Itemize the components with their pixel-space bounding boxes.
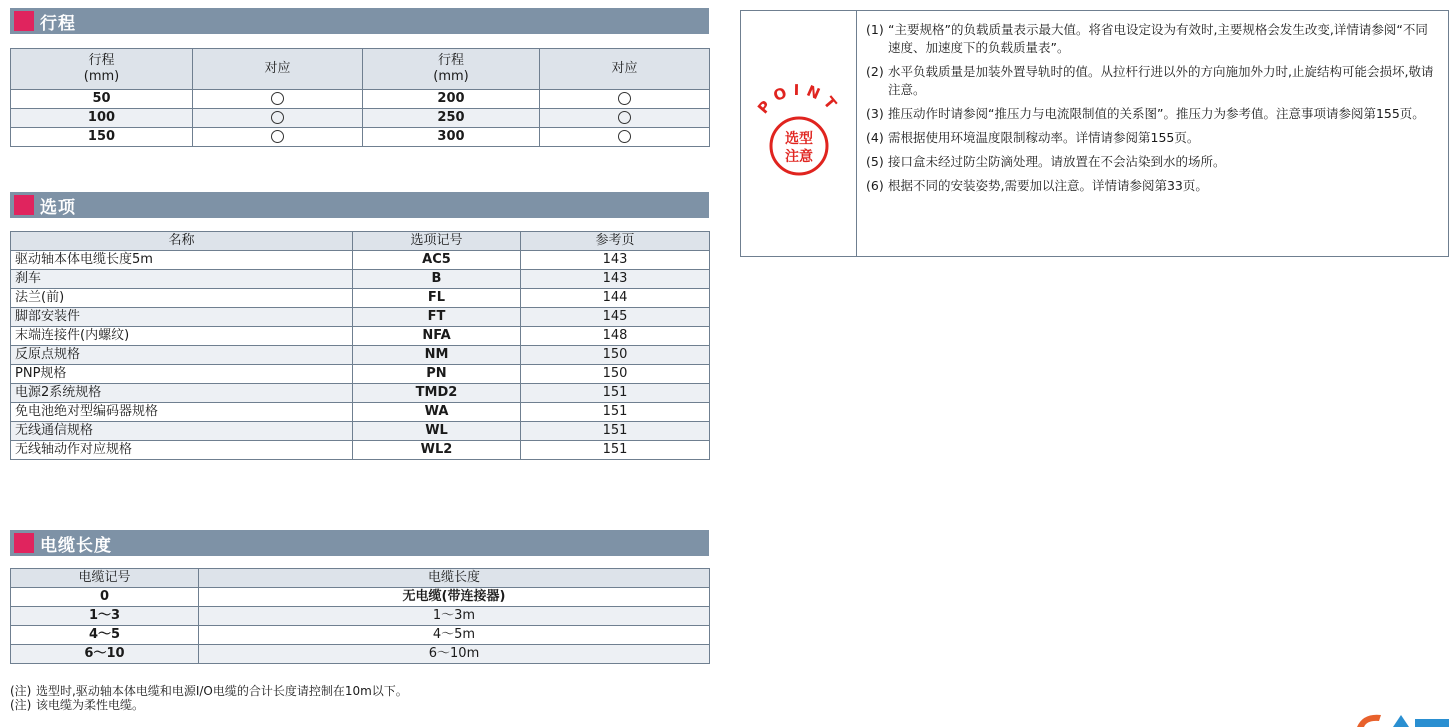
- option-page: 150: [521, 346, 710, 365]
- circle-icon: [271, 111, 284, 124]
- table-row: [11, 327, 710, 346]
- corner-logo-icon: [1355, 707, 1452, 727]
- option-page: 150: [521, 365, 710, 384]
- option-name: 免电池绝对型编码器规格: [11, 403, 353, 422]
- support-mark: [193, 90, 363, 109]
- point-stamp-column: [741, 11, 857, 256]
- circle-icon: [618, 111, 631, 124]
- section-marker: [14, 195, 34, 215]
- option-name: 无线轴动作对应规格: [11, 441, 353, 460]
- option-code: AC5: [353, 251, 521, 270]
- point-item: [866, 63, 1438, 99]
- table-row: [11, 626, 710, 645]
- table-row: [11, 346, 710, 365]
- table-row: [11, 365, 710, 384]
- point-item-number: (1): [866, 22, 884, 37]
- cable-code: 6～10: [11, 645, 199, 664]
- cable-header-length: 电缆长度: [199, 569, 710, 588]
- point-item: [866, 153, 1438, 171]
- option-page: 151: [521, 384, 710, 403]
- table-row: [11, 308, 710, 327]
- stroke-value: 100: [11, 109, 193, 128]
- option-code: FL: [353, 289, 521, 308]
- table-row: [11, 251, 710, 270]
- note-item: [10, 698, 408, 712]
- option-page: 151: [521, 422, 710, 441]
- option-code: FT: [353, 308, 521, 327]
- stroke-header-stroke-1: 行程 (mm): [11, 49, 193, 90]
- support-mark: [193, 128, 363, 147]
- options-header-name: 名称: [11, 232, 353, 251]
- table-row: [11, 384, 710, 403]
- cable-length: 6～10m: [199, 645, 710, 664]
- cable-code: 1～3: [11, 607, 199, 626]
- option-page: 145: [521, 308, 710, 327]
- option-name: PNP规格: [11, 365, 353, 384]
- option-name: 末端连接件(内螺纹): [11, 327, 353, 346]
- point-item: [866, 21, 1438, 57]
- stroke-section-header: [10, 8, 709, 34]
- circle-icon: [271, 130, 284, 143]
- stroke-header-support-1: 对应: [193, 49, 363, 90]
- options-section-title: 选项: [40, 197, 76, 218]
- options-header-page: 参考页: [521, 232, 710, 251]
- option-code: PN: [353, 365, 521, 384]
- stroke-value: 250: [363, 109, 540, 128]
- cable-length: 1～3m: [199, 607, 710, 626]
- table-row: [11, 289, 710, 308]
- circle-icon: [618, 92, 631, 105]
- cable-notes: [10, 684, 408, 712]
- option-name: 电源2系统规格: [11, 384, 353, 403]
- options-section-header: [10, 192, 709, 218]
- circle-icon: [271, 92, 284, 105]
- option-page: 143: [521, 251, 710, 270]
- option-code: NM: [353, 346, 521, 365]
- option-code: TMD2: [353, 384, 521, 403]
- stroke-header-stroke-2: 行程 (mm): [363, 49, 540, 90]
- cable-section-title: 电缆长度: [40, 535, 112, 556]
- table-row: [11, 645, 710, 664]
- point-item-text: 根据不同的安装姿势,需要加以注意。详情请参阅第33页。: [888, 178, 1208, 193]
- stroke-value: 150: [11, 128, 193, 147]
- table-row: [11, 422, 710, 441]
- section-marker: [14, 533, 34, 553]
- table-row: [11, 109, 710, 128]
- cable-length: 无电缆(带连接器): [199, 588, 710, 607]
- point-item-number: (4): [866, 130, 884, 145]
- point-item-number: (3): [866, 106, 884, 121]
- point-items: [866, 21, 1438, 201]
- point-item-number: (6): [866, 178, 884, 193]
- option-code: B: [353, 270, 521, 289]
- option-name: 法兰(前): [11, 289, 353, 308]
- svg-text:POINT: [754, 81, 844, 117]
- point-notes-box: [740, 10, 1449, 257]
- cable-code: 0: [11, 588, 199, 607]
- table-row: [11, 90, 710, 109]
- note-text: 选型时,驱动轴本体电缆和电源I/O电缆的合计长度请控制在10m以下。: [36, 684, 408, 698]
- option-name: 无线通信规格: [11, 422, 353, 441]
- support-mark: [540, 128, 710, 147]
- option-code: NFA: [353, 327, 521, 346]
- cable-header-code: 电缆记号: [11, 569, 199, 588]
- option-code: WA: [353, 403, 521, 422]
- point-item: [866, 105, 1438, 123]
- stroke-value: 300: [363, 128, 540, 147]
- point-item-number: (5): [866, 154, 884, 169]
- option-name: 驱动轴本体电缆长度5m: [11, 251, 353, 270]
- stamp-line-1: 选型: [785, 131, 813, 147]
- stamp-arc-text: POINT: [754, 80, 844, 118]
- table-row: [11, 128, 710, 147]
- stamp-line-2: 注意: [785, 149, 813, 165]
- point-item: [866, 177, 1438, 195]
- table-row: [11, 607, 710, 626]
- point-item-text: 需根据使用环境温度限制稼动率。详情请参阅第155页。: [888, 130, 1200, 145]
- cable-code: 4～5: [11, 626, 199, 645]
- support-mark: [540, 90, 710, 109]
- option-code: WL2: [353, 441, 521, 460]
- section-marker: [14, 11, 34, 31]
- point-item-text: “主要规格”的负载质量表示最大值。将省电设定设为有效时,主要规格会发生改变,详情请参阅“不同速度、加速度下的负载质量表”。: [888, 22, 1428, 55]
- point-item-text: 推压动作时请参阅“推压力与电流限制值的关系图”。推压力为参考值。注意事项请参阅第155页。: [888, 106, 1425, 121]
- cable-section-header: [10, 530, 709, 556]
- point-item-text: 接口盒未经过防尘防滴处理。请放置在不会沾染到水的场所。: [888, 154, 1226, 169]
- stroke-section-title: 行程: [40, 13, 76, 34]
- stroke-value: 200: [363, 90, 540, 109]
- note-tag: (注): [10, 684, 32, 698]
- point-item: [866, 129, 1438, 147]
- point-item-text: 水平负载质量是加装外置导轨时的值。从拉杆行进以外的方向施加外力时,止旋结构可能会损坏,敬请注意。: [888, 64, 1434, 97]
- option-code: WL: [353, 422, 521, 441]
- option-name: 刹车: [11, 270, 353, 289]
- option-name: 反原点规格: [11, 346, 353, 365]
- support-mark: [540, 109, 710, 128]
- table-row: [11, 588, 710, 607]
- stroke-value: 50: [11, 90, 193, 109]
- option-page: 144: [521, 289, 710, 308]
- point-item-number: (2): [866, 64, 884, 79]
- cable-table: [10, 568, 710, 664]
- table-row: [11, 270, 710, 289]
- option-page: 148: [521, 327, 710, 346]
- note-text: 该电缆为柔性电缆。: [36, 698, 145, 712]
- option-page: 151: [521, 441, 710, 460]
- support-mark: [193, 109, 363, 128]
- option-page: 143: [521, 270, 710, 289]
- table-row: [11, 403, 710, 422]
- table-row: [11, 441, 710, 460]
- option-page: 151: [521, 403, 710, 422]
- options-table: [10, 231, 710, 460]
- cable-length: 4～5m: [199, 626, 710, 645]
- point-stamp-icon: [741, 71, 856, 191]
- circle-icon: [618, 130, 631, 143]
- stroke-table: [10, 48, 710, 147]
- note-tag: (注): [10, 698, 32, 712]
- option-name: 脚部安装件: [11, 308, 353, 327]
- options-header-code: 选项记号: [353, 232, 521, 251]
- stroke-header-support-2: 对应: [540, 49, 710, 90]
- note-item: [10, 684, 408, 698]
